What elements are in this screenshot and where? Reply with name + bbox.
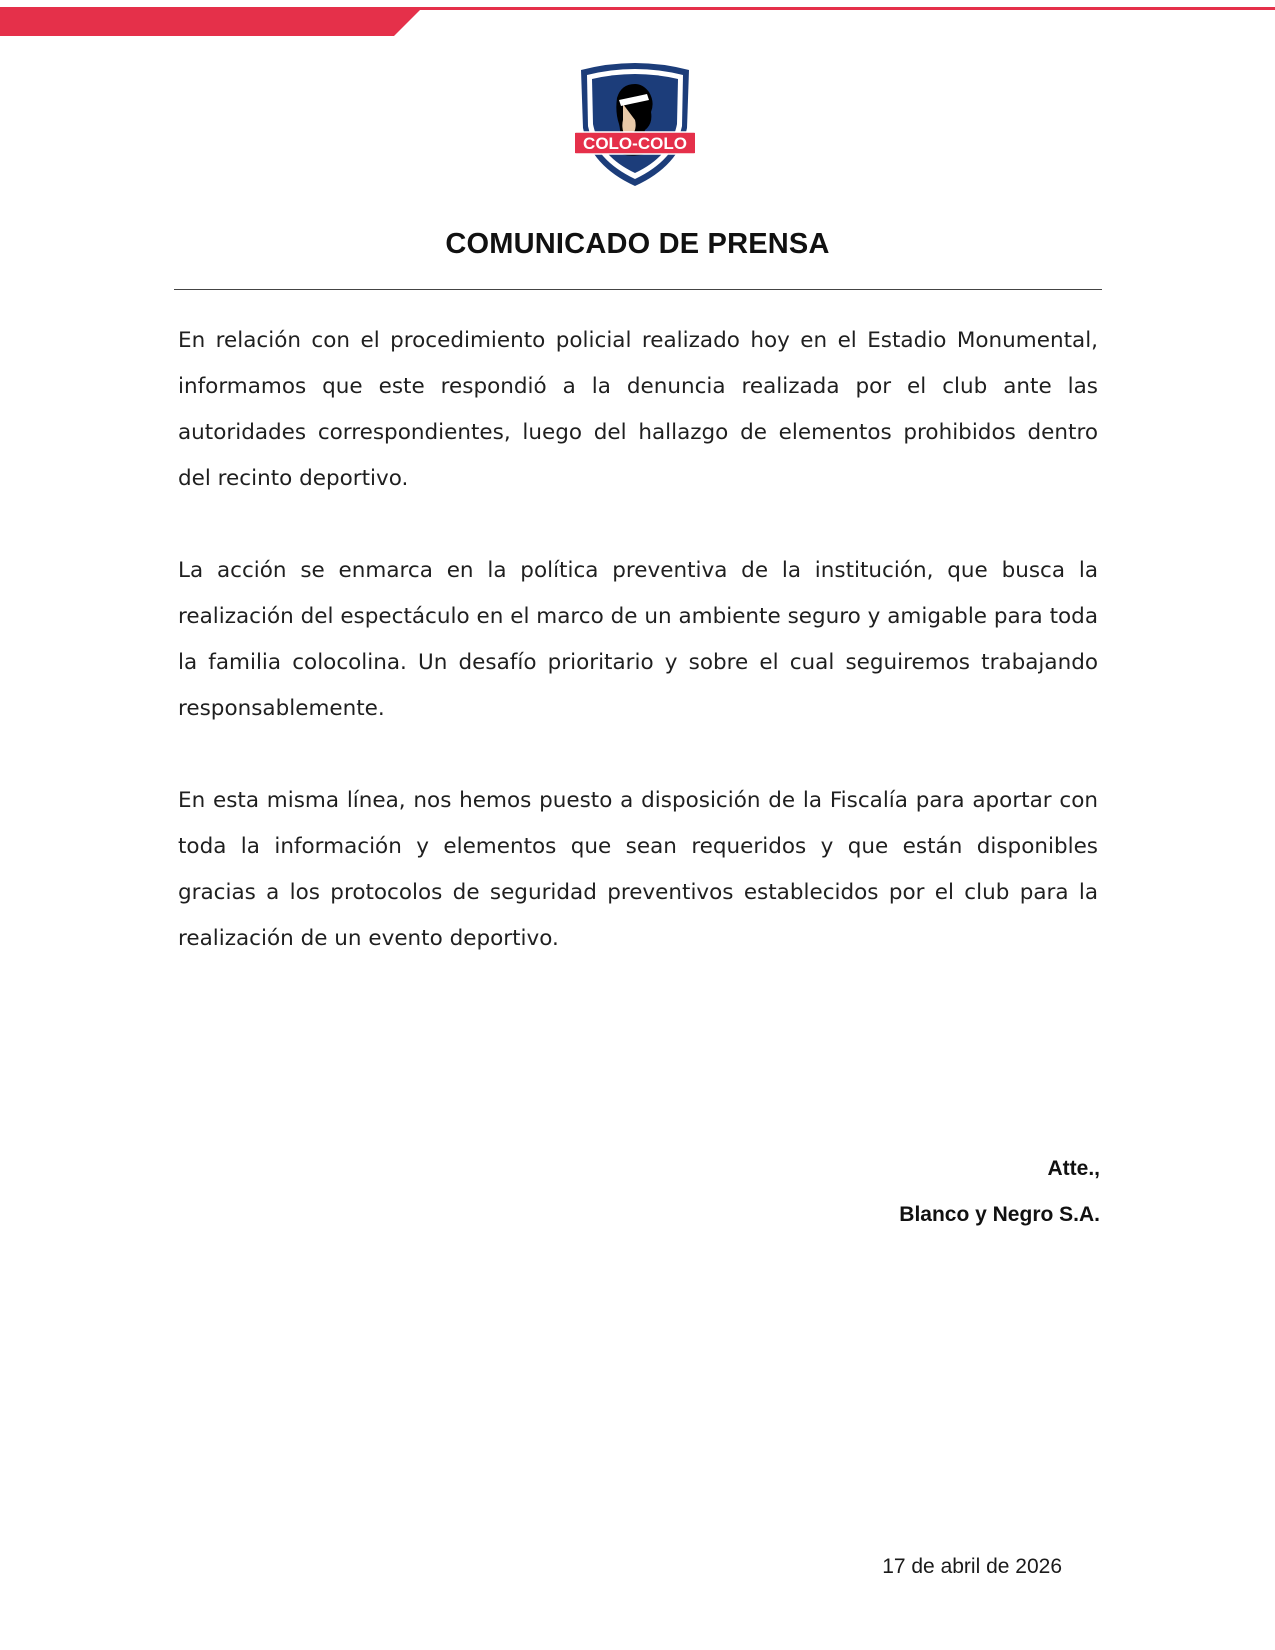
header-accent-band [0, 0, 1275, 40]
document-date: 17 de abril de 2026 [882, 1555, 1062, 1578]
press-release-body [178, 318, 1098, 1008]
signoff-block [899, 1146, 1100, 1238]
logo-wordmark: COLO-COLO [583, 134, 687, 153]
title-divider [174, 289, 1102, 290]
signatory-name: Blanco y Negro S.A. [899, 1203, 1100, 1226]
body-paragraph: En relación con el procedimiento policial realizado hoy en el Estadio Monumental, informamos que este respondió a la denuncia realizada por el club ante las autoridades correspondientes, luego del hallazgo de elementos prohibidos dentro del recinto deportivo. [178, 328, 1098, 491]
body-paragraph: En esta misma línea, nos hemos puesto a disposición de la Fiscalía para aportar con toda la información y elementos que sean requeridos y que están disponibles gracias a los protocolos de seguridad preventivos establecidos por el club para la realización de un evento deportivo. [178, 788, 1098, 951]
closing-salutation: Atte., [1047, 1157, 1100, 1180]
club-crest-logo [575, 62, 695, 188]
body-paragraph: La acción se enmarca en la política preventiva de la institución, que busca la realización del espectáculo en el marco de un ambiente seguro y amigable para toda la familia colocolina. Un desafío prioritario y sobre el cual seguiremos trabajando responsablemente. [178, 558, 1098, 721]
document-title: COMUNICADO DE PRENSA [445, 228, 830, 260]
